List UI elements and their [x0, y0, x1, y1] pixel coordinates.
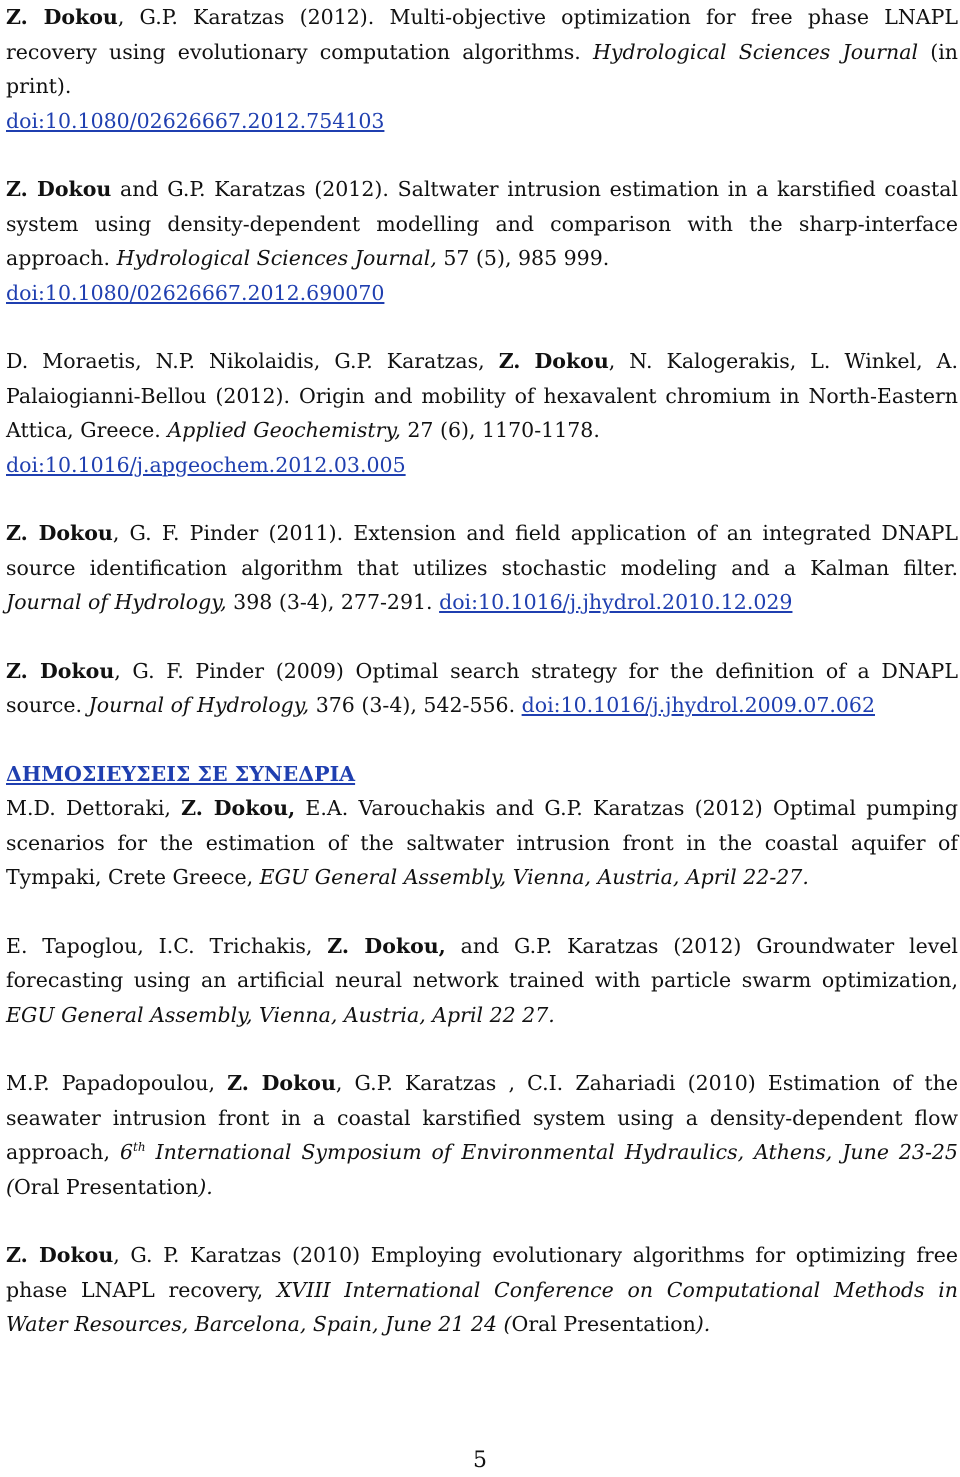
- doi-link[interactable]: doi:10.1016/j.jhydrol.2009.07.062: [521, 693, 875, 717]
- author-highlight: Z. Dokou,: [181, 796, 296, 820]
- publication-entry-1: [6, 0, 958, 138]
- conference-entry-1: [6, 791, 958, 895]
- publication-entry-2: [6, 172, 958, 310]
- author-highlight: Z. Dokou: [6, 658, 115, 683]
- presentation-type: Oral Presentation: [511, 1312, 696, 1336]
- authors: D. Moraetis, N.P. Nikolaidis, G.P. Karatzas,: [6, 349, 485, 373]
- conference-title: and G.P. Karatzas (2012) Groundwater level forecasting using an artificial neural network trained with particle swarm optimization,: [6, 933, 958, 992]
- author-highlight: Z. Dokou: [227, 1071, 336, 1095]
- authors: M.D. Dettoraki,: [6, 796, 171, 820]
- publication-details: 398 (3-4), 277-291.: [233, 590, 433, 614]
- ordinal-suffix: th: [133, 1140, 146, 1155]
- author-highlight: Z. Dokou: [6, 5, 118, 29]
- author-highlight: Z. Dokou: [6, 1243, 114, 1267]
- publication-entry-3: [6, 344, 958, 482]
- section-heading: ΔΗΜΟΣΙΕΥΣΕΙΣ ΣΕ ΣΥΝΕΔΡΙΑ: [6, 761, 356, 786]
- authors: , G. F. Pinder (2009): [114, 658, 344, 683]
- document-page: [6, 0, 958, 1342]
- journal-name: Journal of Hydrology,: [6, 590, 227, 614]
- doi-link[interactable]: doi:10.1080/02626667.2012.754103: [6, 108, 385, 133]
- journal-name: Hydrological Sciences Journal: [593, 39, 919, 64]
- publication-title: Extension and field application of an integrated DNAPL source identification algorithm that utilizes stochastic modeling and a Kalman filter.: [6, 521, 958, 580]
- conference-title: , G. P. Karatzas (2010) Employing evolutionary algorithms for optimizing free phase LNAPL recovery,: [6, 1243, 958, 1302]
- author-highlight: Z. Dokou,: [327, 933, 446, 958]
- authors: , N. Kalogerakis, L. Winkel, A. Palaiogianni-Bellou (2012).: [6, 349, 958, 408]
- conference-title: E.A. Varouchakis and G.P. Karatzas (2012) Optimal pumping scenarios for the estimation of the saltwater intrusion front in the coastal aquifer of Tympaki, Crete Greece,: [6, 796, 958, 889]
- journal-name: Hydrological Sciences Journal,: [116, 246, 437, 270]
- publication-entry-4: [6, 516, 958, 620]
- authors: M.P. Papadopoulou,: [6, 1071, 215, 1095]
- publication-title: Origin and mobility of hexavalent chromium in North-Eastern Attica, Greece.: [6, 383, 958, 442]
- conference-venue: International Symposium of Environmental Hydraulics, Athens, June 23-25 (: [6, 1140, 958, 1199]
- publication-entry-5: [6, 654, 958, 723]
- publication-title: Optimal search strategy for the definition of a DNAPL source.: [6, 658, 958, 717]
- conference-entry-3: [6, 1066, 958, 1204]
- author-highlight: Z. Dokou: [6, 521, 113, 545]
- publication-title: Saltwater intrusion estimation in a karstified coastal system using density-dependent modelling and comparison with the sharp-interface approach.: [6, 177, 958, 270]
- author-highlight: Z.: [498, 349, 521, 373]
- authors: , G. F. Pinder (2011).: [112, 521, 344, 545]
- doi-link[interactable]: doi:10.1016/j.apgeochem.2012.03.005: [6, 452, 406, 477]
- presentation-type: Oral Presentation: [14, 1174, 199, 1199]
- authors: , G.P. Karatzas (2012).: [117, 5, 375, 29]
- publication-title: Multi-objective optimization for free phase LNAPL recovery using evolutionary computation algorithms.: [6, 5, 958, 64]
- conference-venue: EGU General Assembly, Vienna, Austria, April 22-27.: [259, 865, 809, 889]
- publication-details: 376 (3-4), 542-556.: [315, 693, 516, 717]
- closing-paren: ).: [695, 1312, 711, 1336]
- conference-venue: XVIII International Conference on Computational Methods in Water Resources, Barcelona, Spain, June 21 24 (: [6, 1277, 958, 1336]
- publication-details: 27 (6), 1170-1178.: [407, 418, 600, 442]
- journal-name: Applied Geochemistry,: [167, 418, 401, 442]
- publication-details: 57 (5), 985 999.: [443, 246, 610, 270]
- conference-venue: 6: [119, 1140, 133, 1164]
- page-number: 5: [473, 1448, 487, 1473]
- conference-venue: EGU General Assembly, Vienna, Austria, April 22 27.: [6, 1002, 555, 1027]
- doi-link[interactable]: doi:10.1080/02626667.2012.690070: [6, 280, 385, 305]
- conference-title: , G.P. Karatzas , C.I. Zahariadi (2010) Estimation of the seawater intrusion front in a coastal karstified system using a density-dependent flow approach,: [6, 1071, 958, 1164]
- author-highlight: Dokou: [534, 349, 609, 373]
- closing-paren: ).: [198, 1174, 213, 1199]
- publication-details: (in print).: [6, 39, 958, 98]
- doi-link[interactable]: doi:10.1016/j.jhydrol.2010.12.029: [439, 590, 793, 614]
- conference-entry-2: [6, 929, 958, 1033]
- authors: and G.P. Karatzas (2012).: [119, 177, 389, 201]
- author-highlight: Z. Dokou: [6, 177, 112, 201]
- journal-name: Journal of Hydrology,: [88, 693, 310, 717]
- conference-entry-4: [6, 1238, 958, 1342]
- authors: E. Tapoglou, I.C. Trichakis,: [6, 933, 313, 958]
